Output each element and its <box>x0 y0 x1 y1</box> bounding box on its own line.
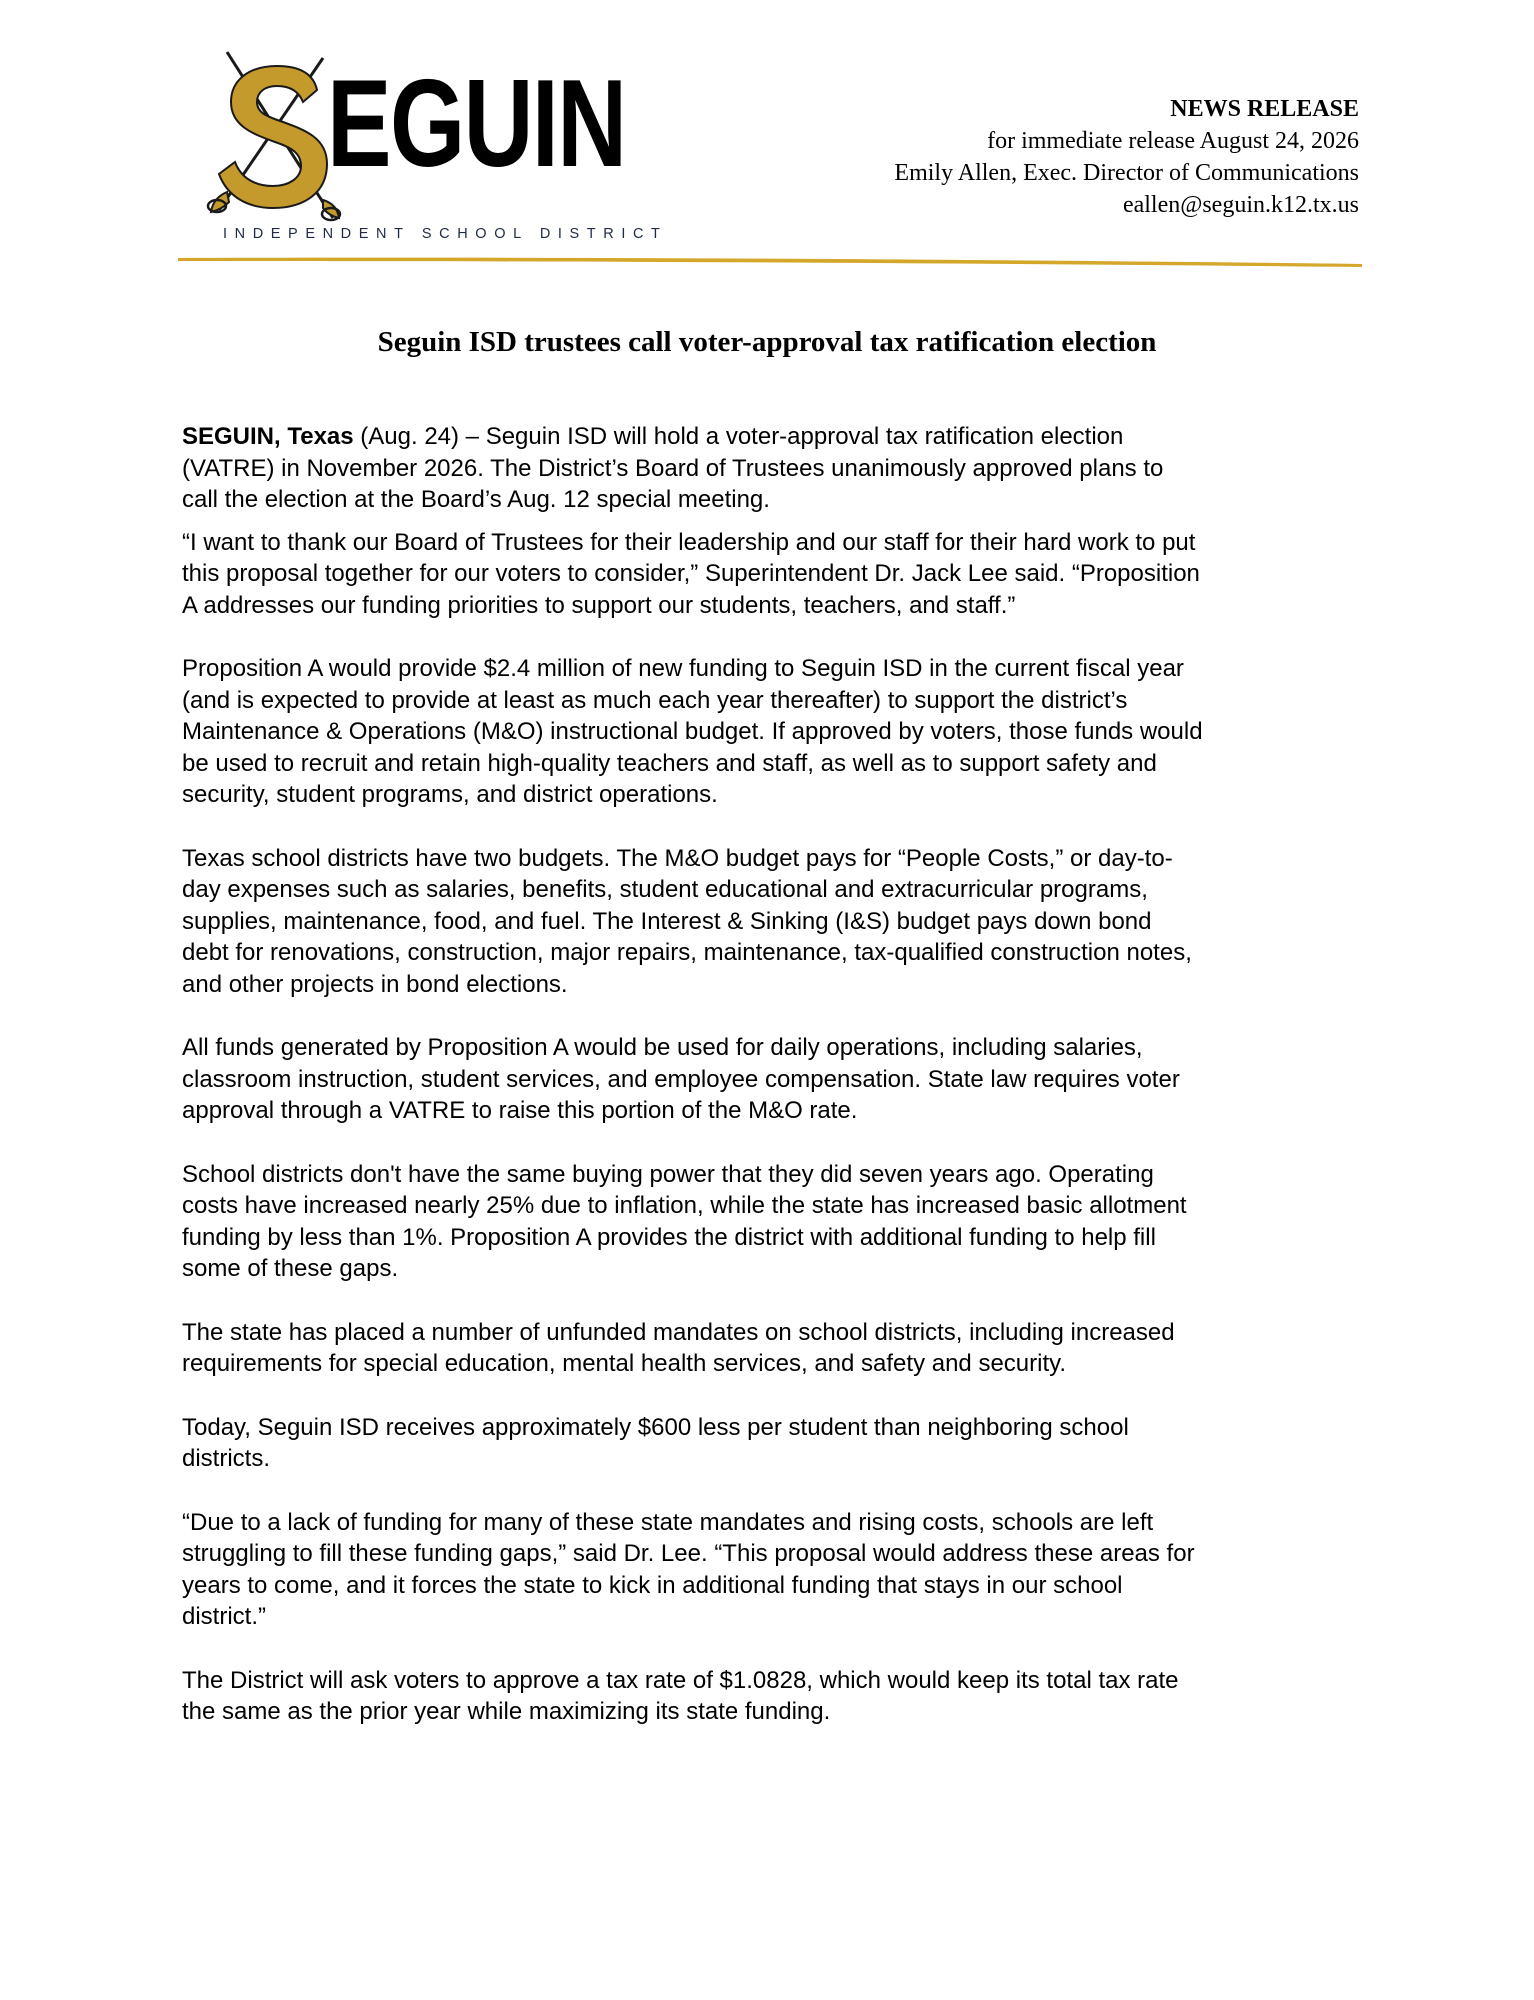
paragraph-1-text: (Aug. 24) – Seguin ISD will hold a voter-approval tax ratification election (VATRE) in November 2026. The District’s Board of Trustees unanimously approved plans to call the election at the Board’s Aug. 12 special meeting. <box>182 423 1164 513</box>
district-logo <box>205 50 685 250</box>
release-label: NEWS RELEASE <box>1170 96 1359 122</box>
release-info <box>894 93 1359 221</box>
dateline: SEGUIN, Texas <box>182 423 354 450</box>
headline: Seguin ISD trustees call voter-approval tax ratification election <box>377 326 1157 358</box>
paragraph-6: School districts don't have the same buying power that they did seven years ago. Operating costs have increased nearly 25% due to inflation, while the state has increased basic allotment funding by less than 1%. Proposition A provides the district with additional funding to help fill some of these gaps. <box>182 1160 1187 1282</box>
paragraph-3: Proposition A would provide $2.4 million of new funding to Seguin ISD in the current fiscal year (and is expected to provide at least as much each year thereafter) to support the district’s Maintenance & Operations (M&O) instructional budget. If approved by voters, those funds would be used to recruit and retain high-quality teachers and staff, as well as to support safety and security, student programs, and district operations. <box>182 655 1203 808</box>
contact-name: Emily Allen, Exec. Director of Communications <box>894 160 1359 186</box>
logo-wordmark: EGUIN <box>327 55 626 193</box>
release-date: for immediate release August 24, 2026 <box>987 128 1359 154</box>
paragraph-1 <box>182 421 1372 516</box>
paragraph-10: The District will ask voters to approve a tax rate of $1.0828, which would keep its total tax rate the same as the prior year while maximizing its state funding. <box>182 1666 1179 1725</box>
paragraph-9: “Due to a lack of funding for many of these state mandates and rising costs, schools are left struggling to fill these funding gaps,” said Dr. Lee. “This proposal would address these areas for years to come, and it forces the state to kick in additional funding that stays in our school district.” <box>182 1508 1195 1630</box>
paragraph-2: “I want to thank our Board of Trustees for their leadership and our staff for their hard work to put this proposal together for our voters to consider,” Superintendent Dr. Jack Lee said. “Proposition A addresses our funding priorities to support our students, teachers, and staff.” <box>182 528 1200 619</box>
article-body <box>182 421 1372 1728</box>
contact-email: eallen@seguin.k12.tx.us <box>1122 192 1359 218</box>
gold-divider-rule <box>178 255 1362 269</box>
paragraph-4: Texas school districts have two budgets. The M&O budget pays for “People Costs,” or day-to- day expenses such as salaries, benefits, student educational and extracurricular programs, supplies, maintenance, food, and fuel. The Interest & Sinking (I&S) budget pays down bond debt for renovations, construction, major repairs, maintenance, tax-qualified construction notes, and other projects in bond elections. <box>182 844 1192 998</box>
paragraph-5: All funds generated by Proposition A would be used for daily operations, including salaries, classroom instruction, student services, and employee compensation. State law requires voter approval through a VATRE to raise this portion of the M&O rate. <box>182 1034 1180 1124</box>
logo-subline: INDEPENDENT SCHOOL DISTRICT <box>223 226 668 242</box>
crossed-sabers-s-emblem <box>205 50 345 225</box>
paragraph-8: Today, Seguin ISD receives approximately $600 less per student than neighboring school districts. <box>182 1413 1129 1472</box>
paragraph-7: The state has placed a number of unfunded mandates on school districts, including increased requirements for special education, mental health services, and safety and security. <box>182 1318 1175 1377</box>
